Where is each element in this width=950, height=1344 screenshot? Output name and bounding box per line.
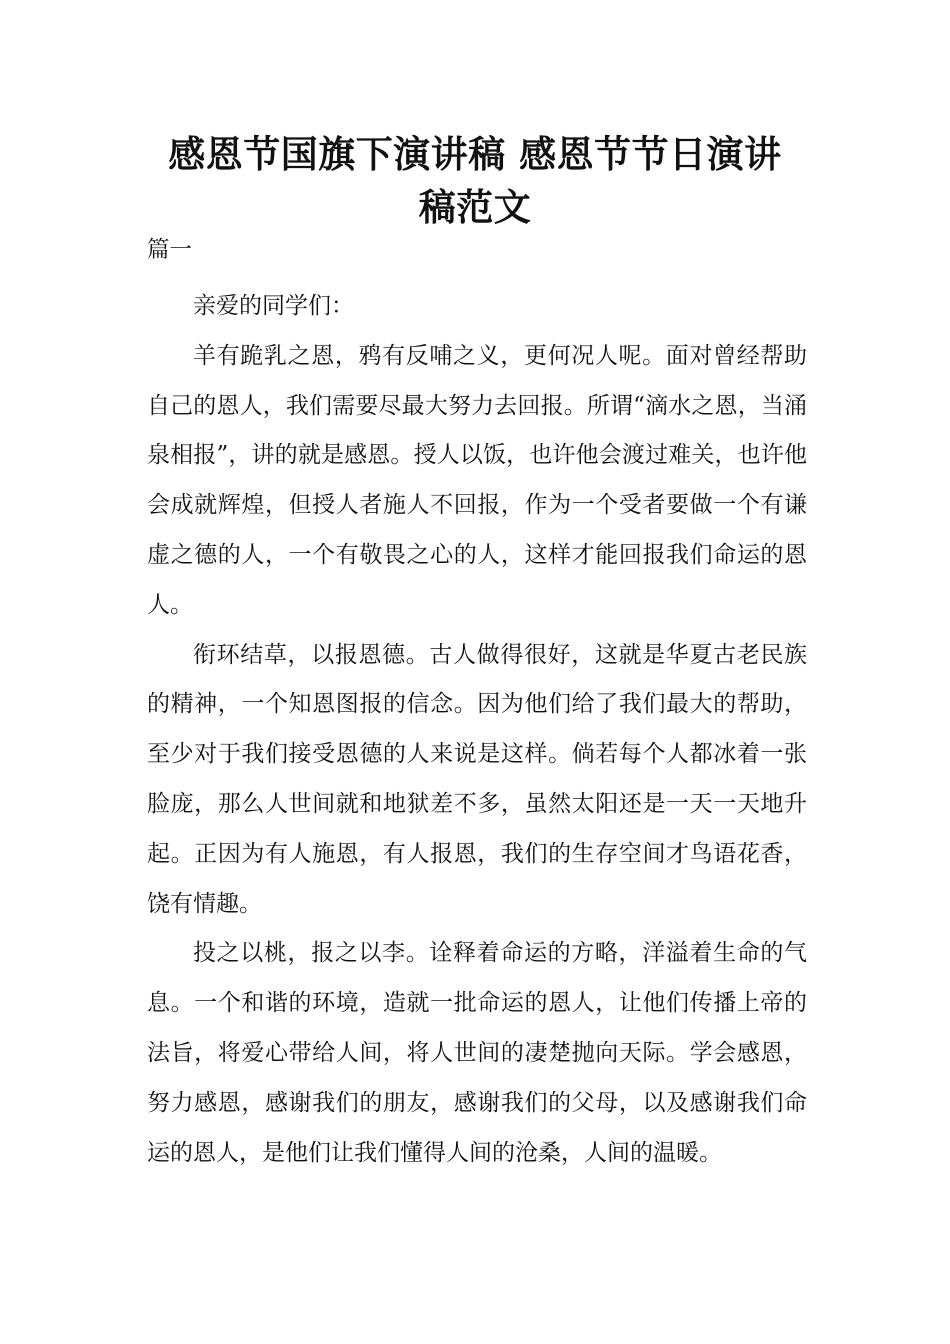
document-body	[147, 282, 807, 1178]
paragraph: 衔环结草，以报恩德。古人做得很好，这就是华夏古老民族的精神，一个知恩图报的信念。因为他们给了我们最大的帮助，至少对于我们接受恩德的人来说是这样。倘若每个人都冰着一张脸庞，那么人世间就和地狱差不多，虽然太阳还是一天一天地升起。正因为有人施恩，有人报恩，我们的生存空间才鸟语花香，饶有情趣。	[147, 641, 807, 917]
paragraph: 羊有跪乳之恩，鸦有反哺之义，更何况人呢。面对曾经帮助自己的恩人，我们需要尽最大努力去回报。所谓“滴水之恩，当涌泉相报”，讲的就是感恩。授人以饭，也许他会渡过难关，也许他会成就辉煌，但授人者施人不回报，作为一个受者要做一个有谦虚之德的人，一个有敬畏之心的人，这样才能回报我们命运的恩人。	[147, 342, 807, 618]
document-title: 感恩节国旗下演讲稿 感恩节节日演讲稿范文	[168, 133, 782, 229]
salutation: 亲爱的同学们：	[193, 293, 354, 319]
paragraph: 投之以桃，报之以李。诠释着命运的方略，洋溢着生命的气息。一个和谐的环境，造就一批命运的恩人，让他们传播上帝的法旨，将爱心带给人间，将人世间的凄楚抛向天际。学会感恩，努力感恩，感谢我们的朋友，感谢我们的父母，以及感谢我们命运的恩人，是他们让我们懂得人间的沧桑，人间的温暖。	[147, 940, 807, 1166]
section-label: 篇一	[147, 237, 193, 263]
